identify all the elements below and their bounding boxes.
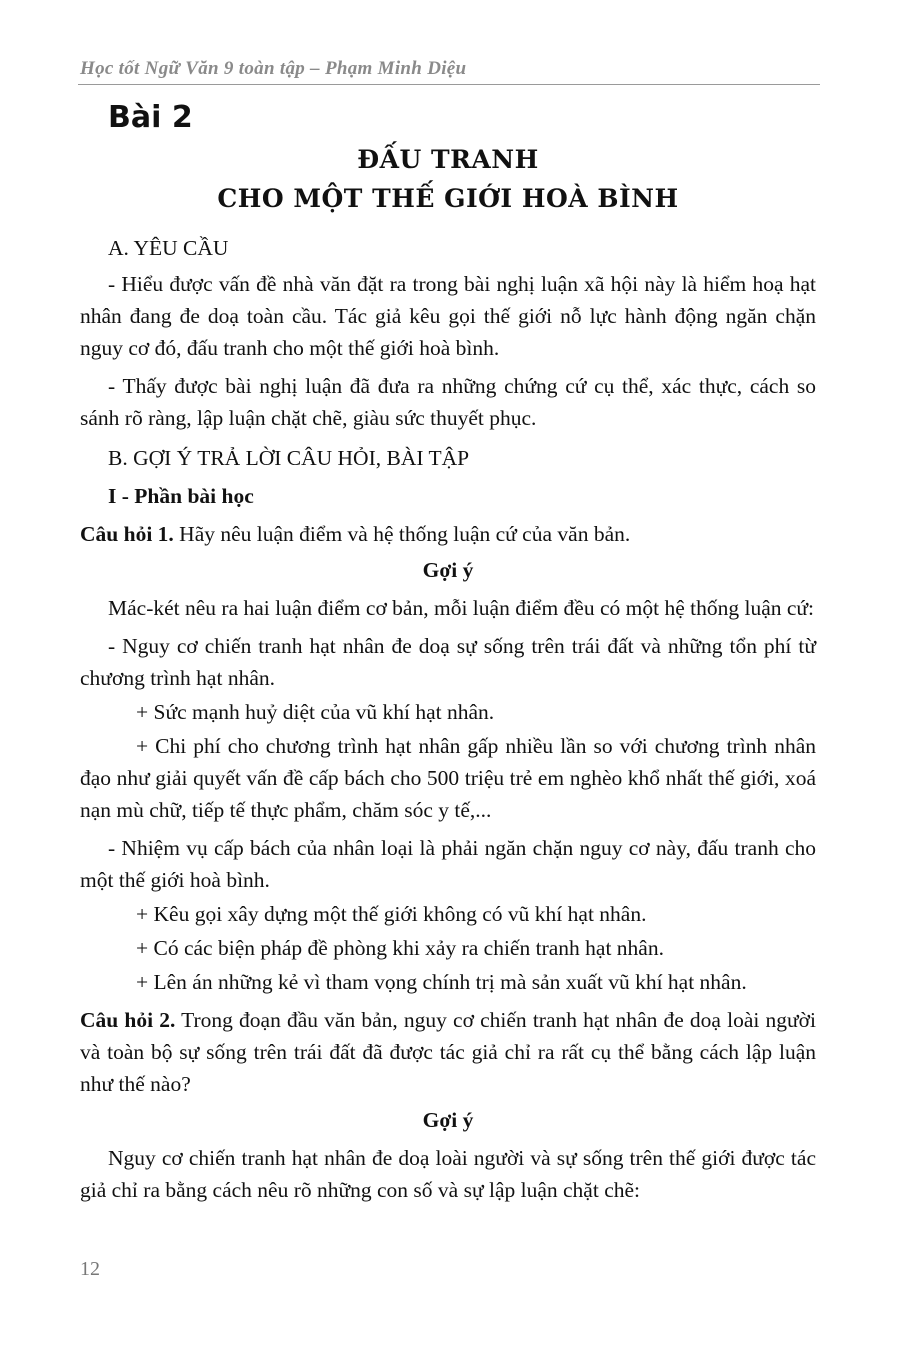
argument-subpoint: + Có các biện pháp đề phòng khi xảy ra chiến tranh hạt nhân.: [136, 936, 664, 960]
header-divider: [78, 84, 820, 85]
question-2: [80, 1004, 816, 1100]
hint-label: Gợi ý: [422, 558, 474, 582]
part-heading: I - Phần bài học: [108, 484, 254, 508]
lesson-title-line-2: CHO MỘT THẾ GIỚI HOÀ BÌNH: [217, 184, 679, 213]
requirement-item: - Thấy được bài nghị luận đã đưa ra những chứng cứ cụ thể, xác thực, cách so sánh rõ ràng, lập luận chặt chẽ, giàu sức thuyết phục.: [80, 374, 816, 430]
question-1-label: Câu hỏi 1.: [80, 522, 174, 546]
page-body: [80, 232, 816, 1206]
question-2-text: Trong đoạn đầu văn bản, nguy cơ chiến tranh hạt nhân đe doạ loài người và toàn bộ sự sống trên trái đất đã được tác giả chỉ ra rất cụ thể bằng cách lập luận như thế nào?: [80, 1008, 816, 1096]
argument-subpoint: + Sức mạnh huỷ diệt của vũ khí hạt nhân.: [136, 700, 495, 724]
question-1: [80, 518, 816, 550]
argument-subpoint: + Kêu gọi xây dựng một thế giới không có vũ khí hạt nhân.: [136, 902, 647, 926]
argument-point: - Nguy cơ chiến tranh hạt nhân đe doạ sự sống trên trái đất và những tổn phí từ chương trình hạt nhân.: [80, 634, 816, 690]
lesson-label: Bài 2: [108, 100, 193, 135]
question-2-label: Câu hỏi 2.: [80, 1008, 176, 1032]
answer-paragraph: Nguy cơ chiến tranh hạt nhân đe doạ loài người và sự sống trên thế giới được tác giả chỉ ra bằng cách nêu rõ những con số và sự lập luận chặt chẽ:: [80, 1146, 816, 1202]
hint-label: Gợi ý: [422, 1108, 474, 1132]
section-a-heading: A. YÊU CẦU: [108, 236, 229, 260]
question-1-text: Hãy nêu luận điểm và hệ thống luận cứ của văn bản.: [173, 522, 631, 546]
argument-subpoint: + Chi phí cho chương trình hạt nhân gấp nhiều lần so với chương trình nhân đạo như giải quyết vấn đề cấp bách cho 500 triệu trẻ em nghèo khổ nhất thế giới, xoá nạn mù chữ, tiếp tế thực phẩm, chăm sóc y tế,...: [80, 734, 816, 822]
lesson-title-line-1: ĐẤU TRANH: [357, 145, 539, 174]
page-number: 12: [80, 1258, 100, 1280]
argument-point: - Nhiệm vụ cấp bách của nhân loại là phải ngăn chặn nguy cơ này, đấu tranh cho một thế giới hoà bình.: [80, 836, 816, 892]
running-header: Học tốt Ngữ Văn 9 toàn tập – Phạm Minh Diệu: [80, 58, 467, 79]
argument-subpoint: + Lên án những kẻ vì tham vọng chính trị mà sản xuất vũ khí hạt nhân.: [136, 970, 747, 994]
answer-paragraph: Mác-két nêu ra hai luận điểm cơ bản, mỗi luận điểm đều có một hệ thống luận cứ:: [108, 596, 815, 620]
requirement-item: - Hiểu được vấn đề nhà văn đặt ra trong bài nghị luận xã hội này là hiểm hoạ hạt nhân đang đe doạ toàn cầu. Tác giả kêu gọi thế giới nỗ lực hành động ngăn chặn nguy cơ đó, đấu tranh cho một thế giới hoà bình.: [80, 272, 816, 360]
section-b-heading: B. GỢI Ý TRẢ LỜI CÂU HỎI, BÀI TẬP: [108, 446, 470, 470]
